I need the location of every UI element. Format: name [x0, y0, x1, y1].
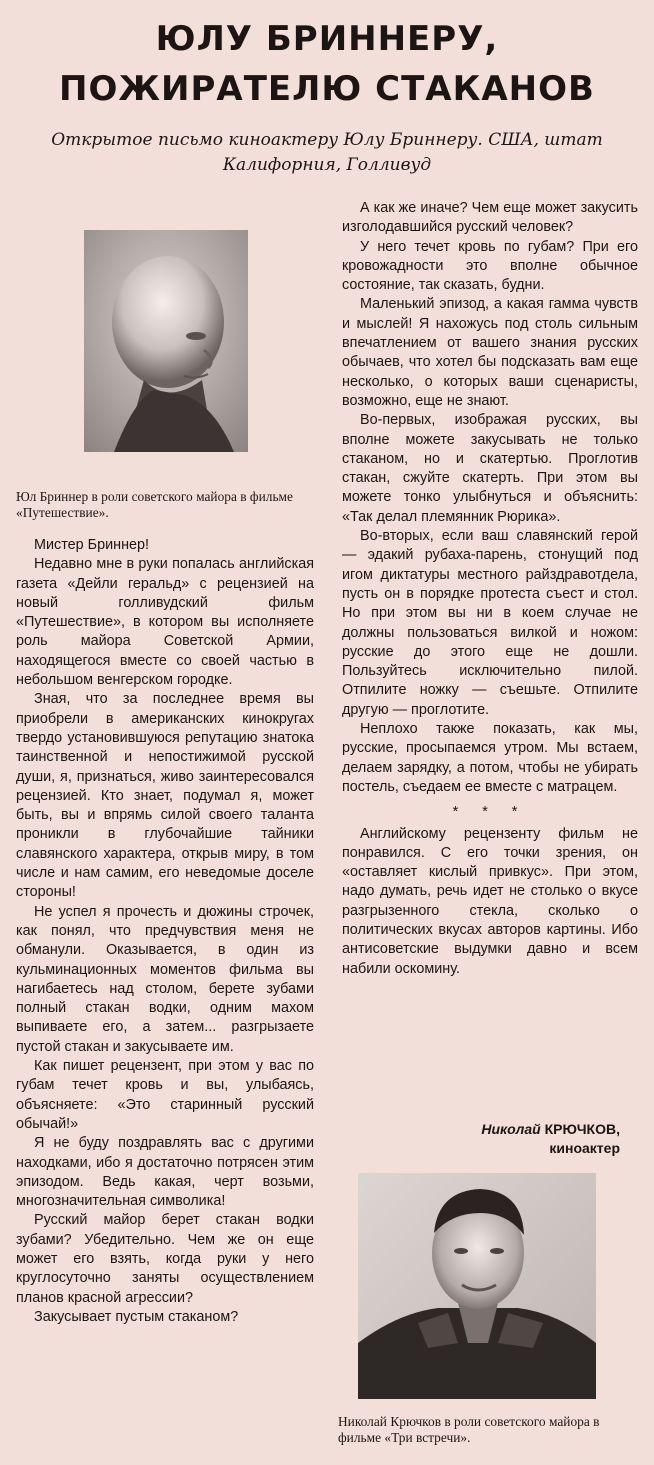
- paragraph: Как пишет рецензент, при этом у вас по губам течет кровь и вы, улыбаясь, объясняете: «Это старинный русский обычай!»: [16, 1058, 314, 1132]
- paragraph: Неплохо также показать, как мы, русские, просыпаемся утром. Мы встаем, делаем зарядку, а потом, чтобы не убирать постель, съедаем ее вместе с матрацем.: [342, 721, 638, 795]
- article-headline: [0, 14, 654, 114]
- author-signature: [420, 1120, 620, 1158]
- paragraph: Английскому рецензенту фильм не понравился. С его точки зрения, он «оставляет кислый привкус». При этом, надо думать, речь идет не столько о вкусе разгрызенного стекла, сколько о политических вкусах авторов картины. Ибо антисоветские выдумки давно и всем набили оскомину.: [342, 825, 638, 977]
- headline-line-2: ПОЖИРАТЕЛЮ СТАКАНОВ: [59, 69, 595, 109]
- author-role: киноактер: [549, 1140, 620, 1156]
- paragraph: А как же иначе? Чем еще может закусить изголодавшийся русский человек?: [342, 200, 638, 236]
- paragraph: Во-первых, изображая русских, вы вполне можете закусывать не только стаканом, но и скатертью. Проглотив стакан, сжуйте скатерть. При этом вы можете тонко улыбнуться и объяснить: «Так делал племянник Рюрика».: [342, 412, 638, 525]
- paragraph: Маленький эпизод, а какая гамма чувств и мыслей! Я нахожусь под столь сильным впечатлением от вашего знания русских обычаев, что хотел бы подсказать вам еще несколько, о которых ваши сценаристы, возможно, еще не знают.: [342, 296, 638, 409]
- paragraph: Русский майор берет стакан водки зубами? Убедительно. Чем же он еще может его взять, когда руки у него круглосуточно заняты осуществлением планов красной агрессии?: [16, 1212, 314, 1306]
- author-surname: КРЮЧКОВ,: [544, 1121, 620, 1137]
- paragraph: Недавно мне в руки попалась английская газета «Дейли геральд» с рецензией на новый голливудский фильм «Путешествие», в котором вы исполняете роль майора Советской Армии, находящегося вместе со своей частью в небольшом венгерском городке.: [16, 556, 314, 689]
- paragraph: Не успел я прочесть и дюжины строчек, как понял, что предчувствия меня не обманули. Оказывается, в один из кульминационных моментов фильма вы нагибаетесь над столом, берете зубами полный стакан водки, одним махом выпиваете его, а затем... разгрызаете пустой стакан и закусываете им.: [16, 903, 314, 1055]
- paragraph: Закусывает пустым стаканом?: [34, 1308, 239, 1325]
- section-separator: * * *: [452, 804, 528, 821]
- kryuchkov-photo-caption: Николай Крючков в роли советского майора в фильме «Три встречи».: [338, 1414, 600, 1445]
- brynner-photo: [84, 230, 248, 452]
- headline-line-1: ЮЛУ БРИННЕРУ,: [155, 19, 499, 59]
- paragraph: У него течет кровь по губам? При его кровожадности это вполне обычное состояние, так сказать, будни.: [342, 238, 638, 294]
- article-subtitle: Открытое письмо киноактеру Юлу Бриннеру. США, штат Калифорния, Голливуд: [51, 130, 603, 175]
- right-column: [342, 199, 638, 979]
- paragraph: Во-вторых, если ваш славянский герой — эдакий рубаха-парень, стонущий под игом диктатуры местного райздравотдела, пусть он в порядке протеста съест и стол. Но при этом вы ни в коем случае не должны пользоваться вилкой и ножом: русские до этого еще не дошли. Пользуйтесь исключительно пилой. Отпилите ножку — съешьте. Отпилите другую — проглотите.: [342, 528, 638, 718]
- left-column: [16, 536, 314, 1327]
- paragraph: Я не буду поздравлять вас с другими находками, ибо я достаточно потрясен этим эпизодом. Ведь какая, черт возьми, многозначительная символика!: [16, 1135, 314, 1210]
- paragraph: Зная, что за последнее время вы приобрели в американских кинокругах твердо установившуюся репутацию знатока таинственной и непостижимой русской души, я, признаться, живо заинтересовался рецензией. Кто знает, подумал я, может быть, вы и впрямь силой своего таланта проникли в глубочайшие тайники славянского характера, открыв миру, в том числе и нам самим, его неведомые доселе стороны!: [16, 691, 314, 901]
- paragraph: Мистер Бриннер!: [34, 537, 150, 553]
- kryuchkov-photo: [358, 1173, 596, 1399]
- brynner-photo-caption: Юл Бриннер в роли советского майора в фильме «Путешествие».: [16, 489, 293, 520]
- author-first-name: Николай: [481, 1121, 541, 1137]
